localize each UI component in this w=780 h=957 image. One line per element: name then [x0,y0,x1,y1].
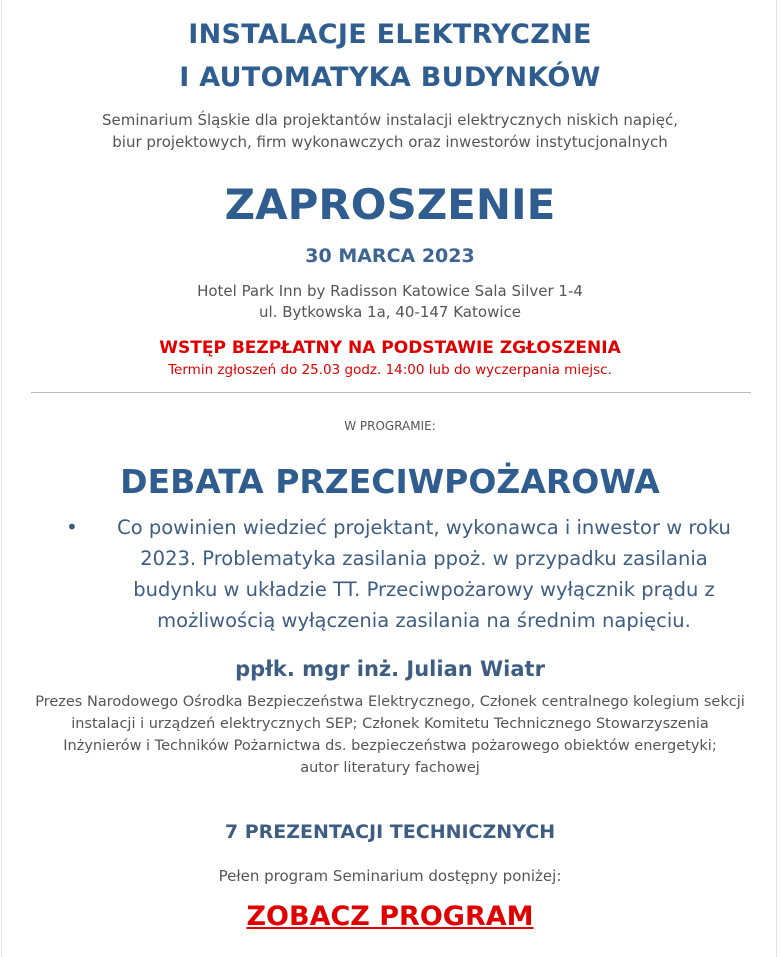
program-available-text: Pełen program Seminarium dostępny poniżej: [218,867,562,885]
program-label: W PROGRAMIE: [344,419,436,433]
subtitle-line-1: Seminarium Śląskie dla projektantów instalacji elektrycznych niskich napięć, [102,111,678,129]
bullet-icon: • [66,515,78,539]
bio-line-1: Prezes Narodowego Ośrodka Bezpieczeństwa Elektrycznego, Członek centralnego kolegium sekcji [35,694,745,710]
free-entry-notice: WSTĘP BEZPŁATNY NA PODSTAWIE ZGŁOSZENIA [159,338,621,358]
invitation-title: ZAPROSZENIE [224,180,556,229]
bullet-line-4: możliwością wyłączenia zasilania na średnim napięciu. [157,609,691,632]
section-divider [31,392,751,393]
registration-deadline: Termin zgłoszeń do 25.03 godz. 14:00 lub do wyczerpania miejsc. [168,362,612,378]
bullet-line-3: budynku w układzie TT. Przeciwpożarowy wyłącznik prądu z [133,578,715,601]
view-program-link[interactable]: ZOBACZ PROGRAM [246,901,534,932]
bullet-line-1: Co powinien wiedzieć projektant, wykonawca i inwestor w roku [117,516,731,539]
bullet-text [94,512,754,636]
debate-title: DEBATA PRZECIWPOŻAROWA [120,462,660,501]
bullet-line-2: 2023. Problematyka zasilania ppoż. w przypadku zasilania [140,547,708,570]
subtitle-line-2: biur projektowych, firm wykonawczych oraz inwestorów instytucjonalnych [112,133,668,151]
bio-line-4: autor literatury fachowej [300,760,480,776]
title-line-1: INSTALACJE ELEKTRYCZNE [188,19,592,50]
bio-line-3: Inżynierów i Techników Pożarnictwa ds. bezpieczeństwa pożarowego obiektów energetyki; [63,738,717,754]
presentations-heading: 7 PREZENTACJI TECHNICZNYCH [224,821,556,843]
venue-line-1: Hotel Park Inn by Radisson Katowice Sala Silver 1-4 [197,282,583,300]
bio-line-2: instalacji i urządzeń elektrycznych SEP; Członek Komitetu Technicznego Stowarzyszenia [71,716,709,732]
cta-wrapper [0,900,780,934]
venue-line-2: ul. Bytkowska 1a, 40-147 Katowice [259,303,521,321]
speaker-bio [0,691,780,779]
title-line-2: I AUTOMATYKA BUDYNKÓW [179,62,601,93]
event-date: 30 MARCA 2023 [305,245,475,267]
speaker-name: ppłk. mgr inż. Julian Wiatr [235,657,545,681]
